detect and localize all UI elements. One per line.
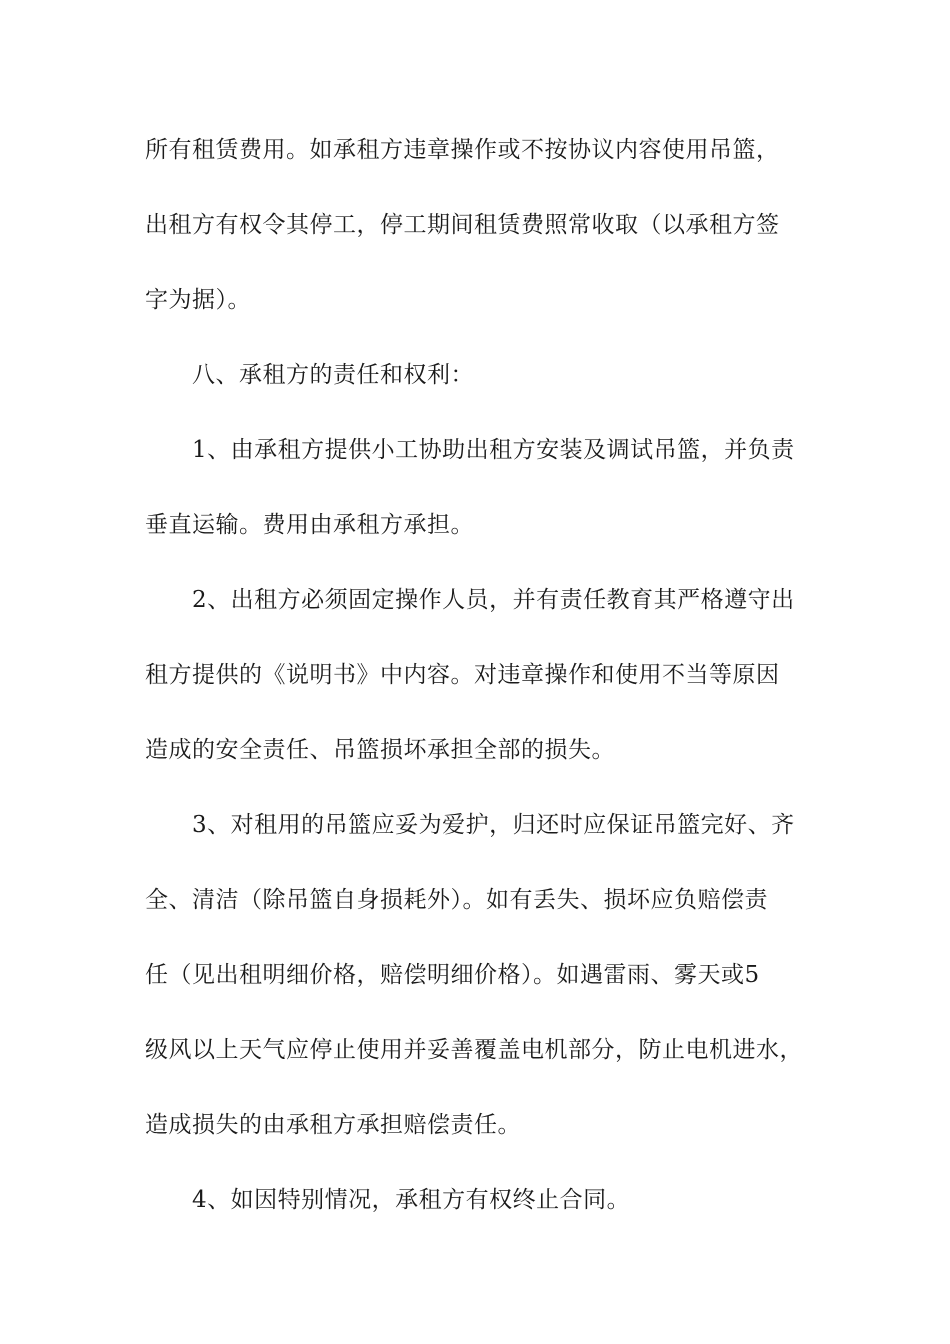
section-heading: 八、承租方的责任和权利：	[192, 362, 474, 388]
paragraph-line: 2、出租方必须固定操作人员，并有责任教育其严格遵守出	[192, 587, 795, 613]
paragraph-line: 字为据）。	[145, 287, 251, 313]
paragraph-line: 全、清洁（除吊篮自身损耗外）。如有丢失、损坏应负赔偿责	[145, 887, 768, 913]
paragraph-line: 4、如因特别情况，承租方有权终止合同。	[192, 1187, 631, 1213]
paragraph-line: 1、由承租方提供小工协助出租方安装及调试吊篮，并负责	[192, 437, 795, 463]
paragraph-line: 级风以上天气应停止使用并妥善覆盖电机部分，防止电机进水，	[145, 1037, 803, 1063]
paragraph-line: 租方提供的《说明书》中内容。对违章操作和使用不当等原因	[145, 662, 780, 688]
paragraph-line: 出租方有权令其停工，停工期间租赁费照常收取（以承租方签	[145, 212, 780, 238]
paragraph-line: 造成的安全责任、吊篮损坏承担全部的损失。	[145, 737, 615, 763]
paragraph-line: 所有租赁费用。如承租方违章操作或不按协议内容使用吊篮，	[145, 137, 780, 163]
paragraph-line: 垂直运输。费用由承租方承担。	[145, 512, 474, 538]
paragraph-line: 任（见出租明细价格，赔偿明细价格）。如遇雷雨、雾天或5	[145, 962, 760, 988]
paragraph-line: 3、对租用的吊篮应妥为爱护，归还时应保证吊篮完好、齐	[192, 812, 795, 838]
paragraph-line: 造成损失的由承租方承担赔偿责任。	[145, 1112, 521, 1138]
